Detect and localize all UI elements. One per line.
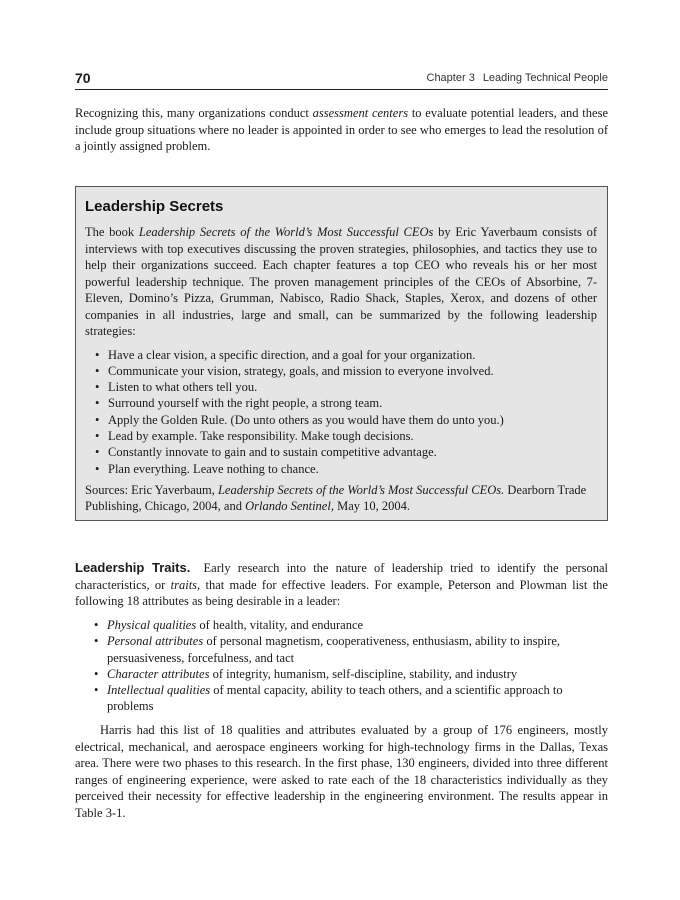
list-item: • Apply the Golden Rule. (Do unto others as you would have them do unto you.) [95, 412, 597, 428]
list-item: • Constantly innovate to gain and to sustain competitive advantage. [95, 444, 597, 460]
intro-term: assessment centers [312, 106, 409, 120]
traits-list [75, 617, 608, 715]
sources-book-title: Leadership Secrets of the World’s Most Successful CEOs. [217, 482, 505, 497]
traits-term: traits, [170, 577, 201, 592]
traits-paragraph [75, 560, 608, 610]
traits-text-start: Early research into the nature of leadership tried to identify the personal characteristics, or [75, 561, 609, 592]
leadership-secrets-sidebar [75, 186, 608, 521]
harris-paragraph: Harris had this list of 18 qualities and attributes evaluated by a group of 176 engineers, mostly electrical, mechanical, and aerospace engineers working for high-technology firms in the Dallas, Texas area. There were two phases to this research. In the first phase, 130 engineers, divided into three different ranges of engineering experience, were asked to rate each of the 18 characteristics individually as they perceived their necessity for effective leadership in the engineering environment. The results appear in Table 3-1. [75, 723, 608, 820]
list-item [75, 666, 608, 682]
running-head [427, 72, 609, 84]
list-item: • Communicate your vision, strategy, goals, and mission to everyone involved. [95, 363, 597, 379]
sources-suffix: May 10, 2004. [333, 499, 411, 514]
chapter-title: Leading Technical People [482, 72, 608, 84]
intro-text-start: Recognizing this, many organizations conduct [75, 106, 313, 120]
list-item: • Surround yourself with the right people, a strong team. [95, 395, 597, 411]
trait-text: of integrity, humanism, self-discipline, stability, and industry [209, 666, 518, 681]
list-item: • Listen to what others tell you. [95, 379, 597, 395]
list-item [75, 682, 608, 715]
trait-text: of health, vitality, and endurance [196, 618, 364, 632]
trait-term: Physical qualities [107, 618, 197, 632]
trait-term: Intellectual qualities [107, 683, 211, 698]
sources-newspaper: Orlando Sentinel, [245, 499, 334, 514]
page-number: 70 [75, 70, 91, 86]
section-run-in-heading: Leadership Traits. [75, 560, 191, 575]
sidebar-title: Leadership Secrets [85, 198, 224, 215]
trait-text: of personal magnetism, cooperativeness, enthusiasm, ability to inspire, persuasiveness, forcefulness, and tact [107, 634, 561, 665]
trait-term: Personal attributes [107, 634, 204, 649]
traits-text-end: that made for effective leaders. For example, Peterson and Plowman list the following 18 attributes as being desirable in a leader: [75, 577, 608, 608]
trait-term: Character attributes [107, 666, 210, 681]
list-item [75, 617, 608, 633]
list-item: • Lead by example. Take responsibility. Make tough decisions. [95, 428, 597, 444]
intro-text-end: to evaluate potential leaders, and these include group situations where no leader is appointed in order to see who emerges to lead the resolution of a jointly assigned problem. [75, 106, 608, 153]
running-header [75, 69, 608, 90]
sidebar-sources [85, 482, 597, 515]
list-item: • Have a clear vision, a specific direction, and a goal for your organization. [95, 347, 597, 363]
list-item [75, 633, 608, 666]
sources-middle: Dearborn Trade Publishing, Chicago, 2004, and [85, 482, 587, 514]
list-item: • Plan everything. Leave nothing to chance. [95, 461, 597, 477]
chapter-label: Chapter 3 [426, 72, 475, 84]
strategy-list [85, 347, 597, 477]
sources-prefix: Sources: Eric Yaverbaum, [85, 482, 218, 497]
sidebar-body [85, 224, 597, 340]
sidebar-body-start: The book [85, 225, 139, 239]
intro-paragraph [75, 105, 608, 155]
sidebar-body-end: by Eric Yaverbaum consists of interviews with top executives discussing the proven strategies, philosophies, and tactics they use to help their organizations succeed. Each chapter features a top CEO who reveals his or her most powerful leadership technique. The proven management principles of the CEOs of Absorbine, 7-Eleven, Domino’s Pizza, Grumman, Nabisco, Radio Shack, Staples, Xerox, and dozens of other companies in all industries, large and small, can be summarized by the following leadership strategies: [85, 225, 598, 338]
sidebar-book-title: Leadership Secrets of the World’s Most Successful CEOs [138, 225, 434, 239]
trait-text: of mental capacity, ability to teach others, and a scientific approach to problems [107, 683, 563, 714]
